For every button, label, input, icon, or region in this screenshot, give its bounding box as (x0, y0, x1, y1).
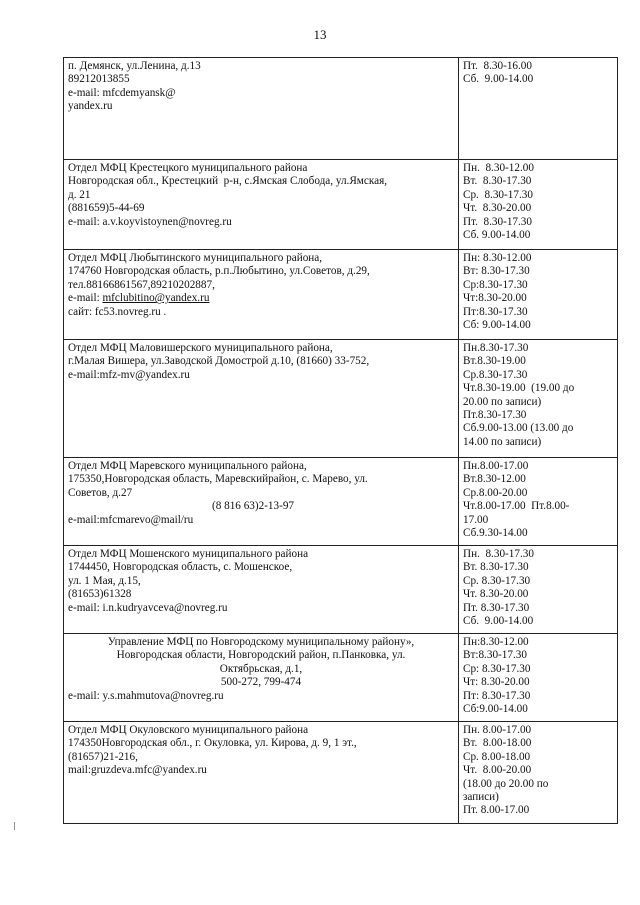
office-name: Отдел МФЦ Маловишерского муниципального района, (68, 342, 333, 354)
hours-line: 17.00 (463, 513, 489, 526)
table-row (64, 546, 618, 634)
address-cell (64, 160, 459, 250)
hours-line: Вт. 8.30-17.30 (463, 561, 529, 574)
address-line: 1744450, Новгородская область, с. Мошенское, (68, 561, 293, 574)
hours-line: Пн. 8.30-17.30 (463, 548, 534, 560)
phone-line: тел.88166861567,89210202887, (68, 278, 215, 291)
hours-line: 14.00 по записи) (463, 435, 542, 448)
hours-cell (459, 634, 618, 722)
hours-line: Сб: 9.00-14.00 (463, 319, 531, 332)
hours-line: Чт:8.30-20.00 (463, 292, 527, 305)
hours-line: Сб. 9.00-14.00 (463, 229, 531, 242)
address-cell (64, 58, 459, 160)
email-link[interactable]: mfclubitino@yandex.ru (102, 292, 210, 305)
phone-line: (81657)21-216, (68, 750, 138, 763)
hours-cell (459, 340, 618, 458)
hours-cell (459, 722, 618, 824)
page-number: 13 (313, 27, 327, 42)
email-label: e-mail: (68, 292, 103, 305)
hours-line: Сб. 9.00-14.00 (463, 615, 534, 628)
address-line: Новгородская области, Новгородский район, п.Панковка, ул. (116, 649, 406, 662)
address-cell (64, 546, 459, 634)
table-row (64, 58, 618, 160)
hours-line: Чт. 8.00-20.00 (463, 764, 532, 777)
phone-line: (881659)5-44-69 (68, 202, 145, 215)
email-line: e-mail:mfcmarevo@mail/ru (68, 513, 194, 526)
hours-line: Ср. 8.30-17.30 (463, 188, 533, 201)
hours-line: Пн. 8.30-12.00 (463, 162, 534, 174)
address-line: п. Демянск, ул.Ленина, д.13 (68, 60, 201, 72)
hours-line: Сб. 9.00-14.00 (463, 73, 534, 86)
email-line: mail:gruzdeva.mfc@yandex.ru (68, 764, 207, 777)
hours-line: Вт. 8.00-18.00 (463, 737, 532, 750)
hours-line: Пт:8.30-17.30 (463, 305, 528, 318)
hours-line: Ср: 8.30-17.30 (463, 662, 531, 675)
table-row (64, 340, 618, 458)
hours-line: Пт.8.30-17.30 (463, 409, 527, 422)
hours-line: Чт: 8.30-20.00 (463, 676, 530, 689)
hours-line: Пт: 8.30-17.30 (463, 689, 531, 702)
address-line: Советов, д.27 (68, 486, 133, 499)
hours-line: Пт. 8.30-17.30 (463, 601, 530, 614)
office-name: Управление МФЦ по Новгородскому муниципальному району», (107, 636, 415, 648)
hours-line: Пн. 8.00-17.00 (463, 724, 532, 736)
office-name: Отдел МФЦ Окуловского муниципального района (68, 724, 309, 736)
hours-line: Ср. 8.30-17.30 (463, 574, 531, 587)
hours-cell (459, 250, 618, 340)
address-cell (64, 458, 459, 546)
hours-line: 20.00 по записи) (463, 395, 542, 408)
hours-line: Чт. 8.30-20.00 (463, 202, 532, 215)
hours-line: записи) (463, 791, 499, 804)
email-line: yandex.ru (68, 100, 113, 113)
hours-line: Сб:9.00-14.00 (463, 703, 528, 716)
table-row (64, 458, 618, 546)
hours-line: Вт. 8.30-17.30 (463, 175, 532, 188)
website-line: сайт: fc53.novreg.ru . (68, 305, 167, 318)
address-line: д. 21 (68, 188, 91, 201)
phone-line: (81653)61328 (68, 588, 132, 601)
hours-line: Пт. 8.30-16.00 (463, 60, 532, 72)
email-line: e-mail: a.v.koyvistoynen@novreg.ru (68, 215, 232, 228)
office-name: Отдел МФЦ Крестецкого муниципального района (68, 162, 308, 174)
address-cell (64, 722, 459, 824)
table-row (64, 634, 618, 722)
hours-line: Пн:8.30-12.00 (463, 636, 529, 648)
email-line: e-mail:mfz-mv@yandex.ru (68, 368, 190, 381)
margin-mark (14, 822, 15, 830)
phone-line: (8 816 63)2-13-97 (212, 500, 295, 513)
hours-line: Ср.8.30-17.30 (463, 368, 528, 381)
email-line: e-mail: i.n.kudryavceva@novreg.ru (68, 601, 228, 614)
hours-cell (459, 546, 618, 634)
hours-line: Пн.8.00-17.00 (463, 460, 529, 472)
office-name: Отдел МФЦ Маревского муниципального района, (68, 460, 307, 472)
hours-line: Ср:8.30-17.30 (463, 278, 528, 291)
hours-line: Ср.8.00-20.00 (463, 486, 528, 499)
phone-line: 89212013855 (68, 73, 130, 86)
email-line: e-mail: y.s.mahmutova@novreg.ru (68, 689, 224, 702)
address-line: Октябрьская, д.1, (219, 662, 303, 675)
table-row (64, 722, 618, 824)
hours-line: Вт: 8.30-17.30 (463, 265, 530, 278)
address-cell (64, 250, 459, 340)
email-line (68, 292, 454, 305)
hours-line: Сб.9.00-13.00 (13.00 до (463, 422, 574, 435)
hours-line: Ср. 8.00-18.00 (463, 750, 531, 763)
hours-line: Пт. 8.00-17.00 (463, 804, 530, 817)
address-line: 174350Новгородская обл., г. Окуловка, ул. Кирова, д. 9, 1 эт., (68, 737, 357, 750)
hours-line: Вт.8.30-12.00 (463, 473, 526, 486)
hours-line: Чт.8.00-17.00 Пт.8.00- (463, 500, 570, 513)
office-name: Отдел МФЦ Мошенского муниципального района (68, 548, 309, 560)
hours-cell (459, 58, 618, 160)
address-line: ул. 1 Мая, д.15, (68, 574, 141, 587)
address-line: г.Малая Вишера, ул.Заводской Домострой д.10, (81660) 33-752, (68, 355, 370, 368)
hours-line: (18.00 до 20.00 по (463, 777, 549, 790)
hours-cell (459, 458, 618, 546)
email-line: e-mail: mfcdemyansk@ (68, 86, 176, 99)
hours-line: Чт.8.30-19.00 (19.00 до (463, 382, 575, 395)
hours-line: Сб.9.30-14.00 (463, 527, 528, 540)
hours-line: Пн: 8.30-12.00 (463, 252, 532, 264)
hours-line: Вт:8.30-17.30 (463, 649, 527, 662)
phone-line: 500-272, 799-474 (220, 676, 302, 689)
mfc-offices-table (63, 57, 618, 824)
table-row (64, 160, 618, 250)
office-name: Отдел МФЦ Любытинского муниципального района, (68, 252, 323, 264)
hours-line: Чт. 8.30-20.00 (463, 588, 529, 601)
address-cell (64, 340, 459, 458)
hours-line: Пт. 8.30-17.30 (463, 215, 532, 228)
address-line: Новгородская обл., Крестецкий р-н, с.Ямская Слобода, ул.Ямская, (68, 175, 388, 188)
hours-line: Вт.8.30-19.00 (463, 355, 526, 368)
table-row (64, 250, 618, 340)
hours-cell (459, 160, 618, 250)
address-line: 174760 Новгородская область, р.п.Любытино, ул.Советов, д.29, (68, 265, 370, 278)
hours-line: Пн.8.30-17.30 (463, 342, 529, 354)
address-line: 175350,Новгородская область, Маревскийрайон, с. Марево, ул. (68, 473, 368, 486)
address-cell (64, 634, 459, 722)
